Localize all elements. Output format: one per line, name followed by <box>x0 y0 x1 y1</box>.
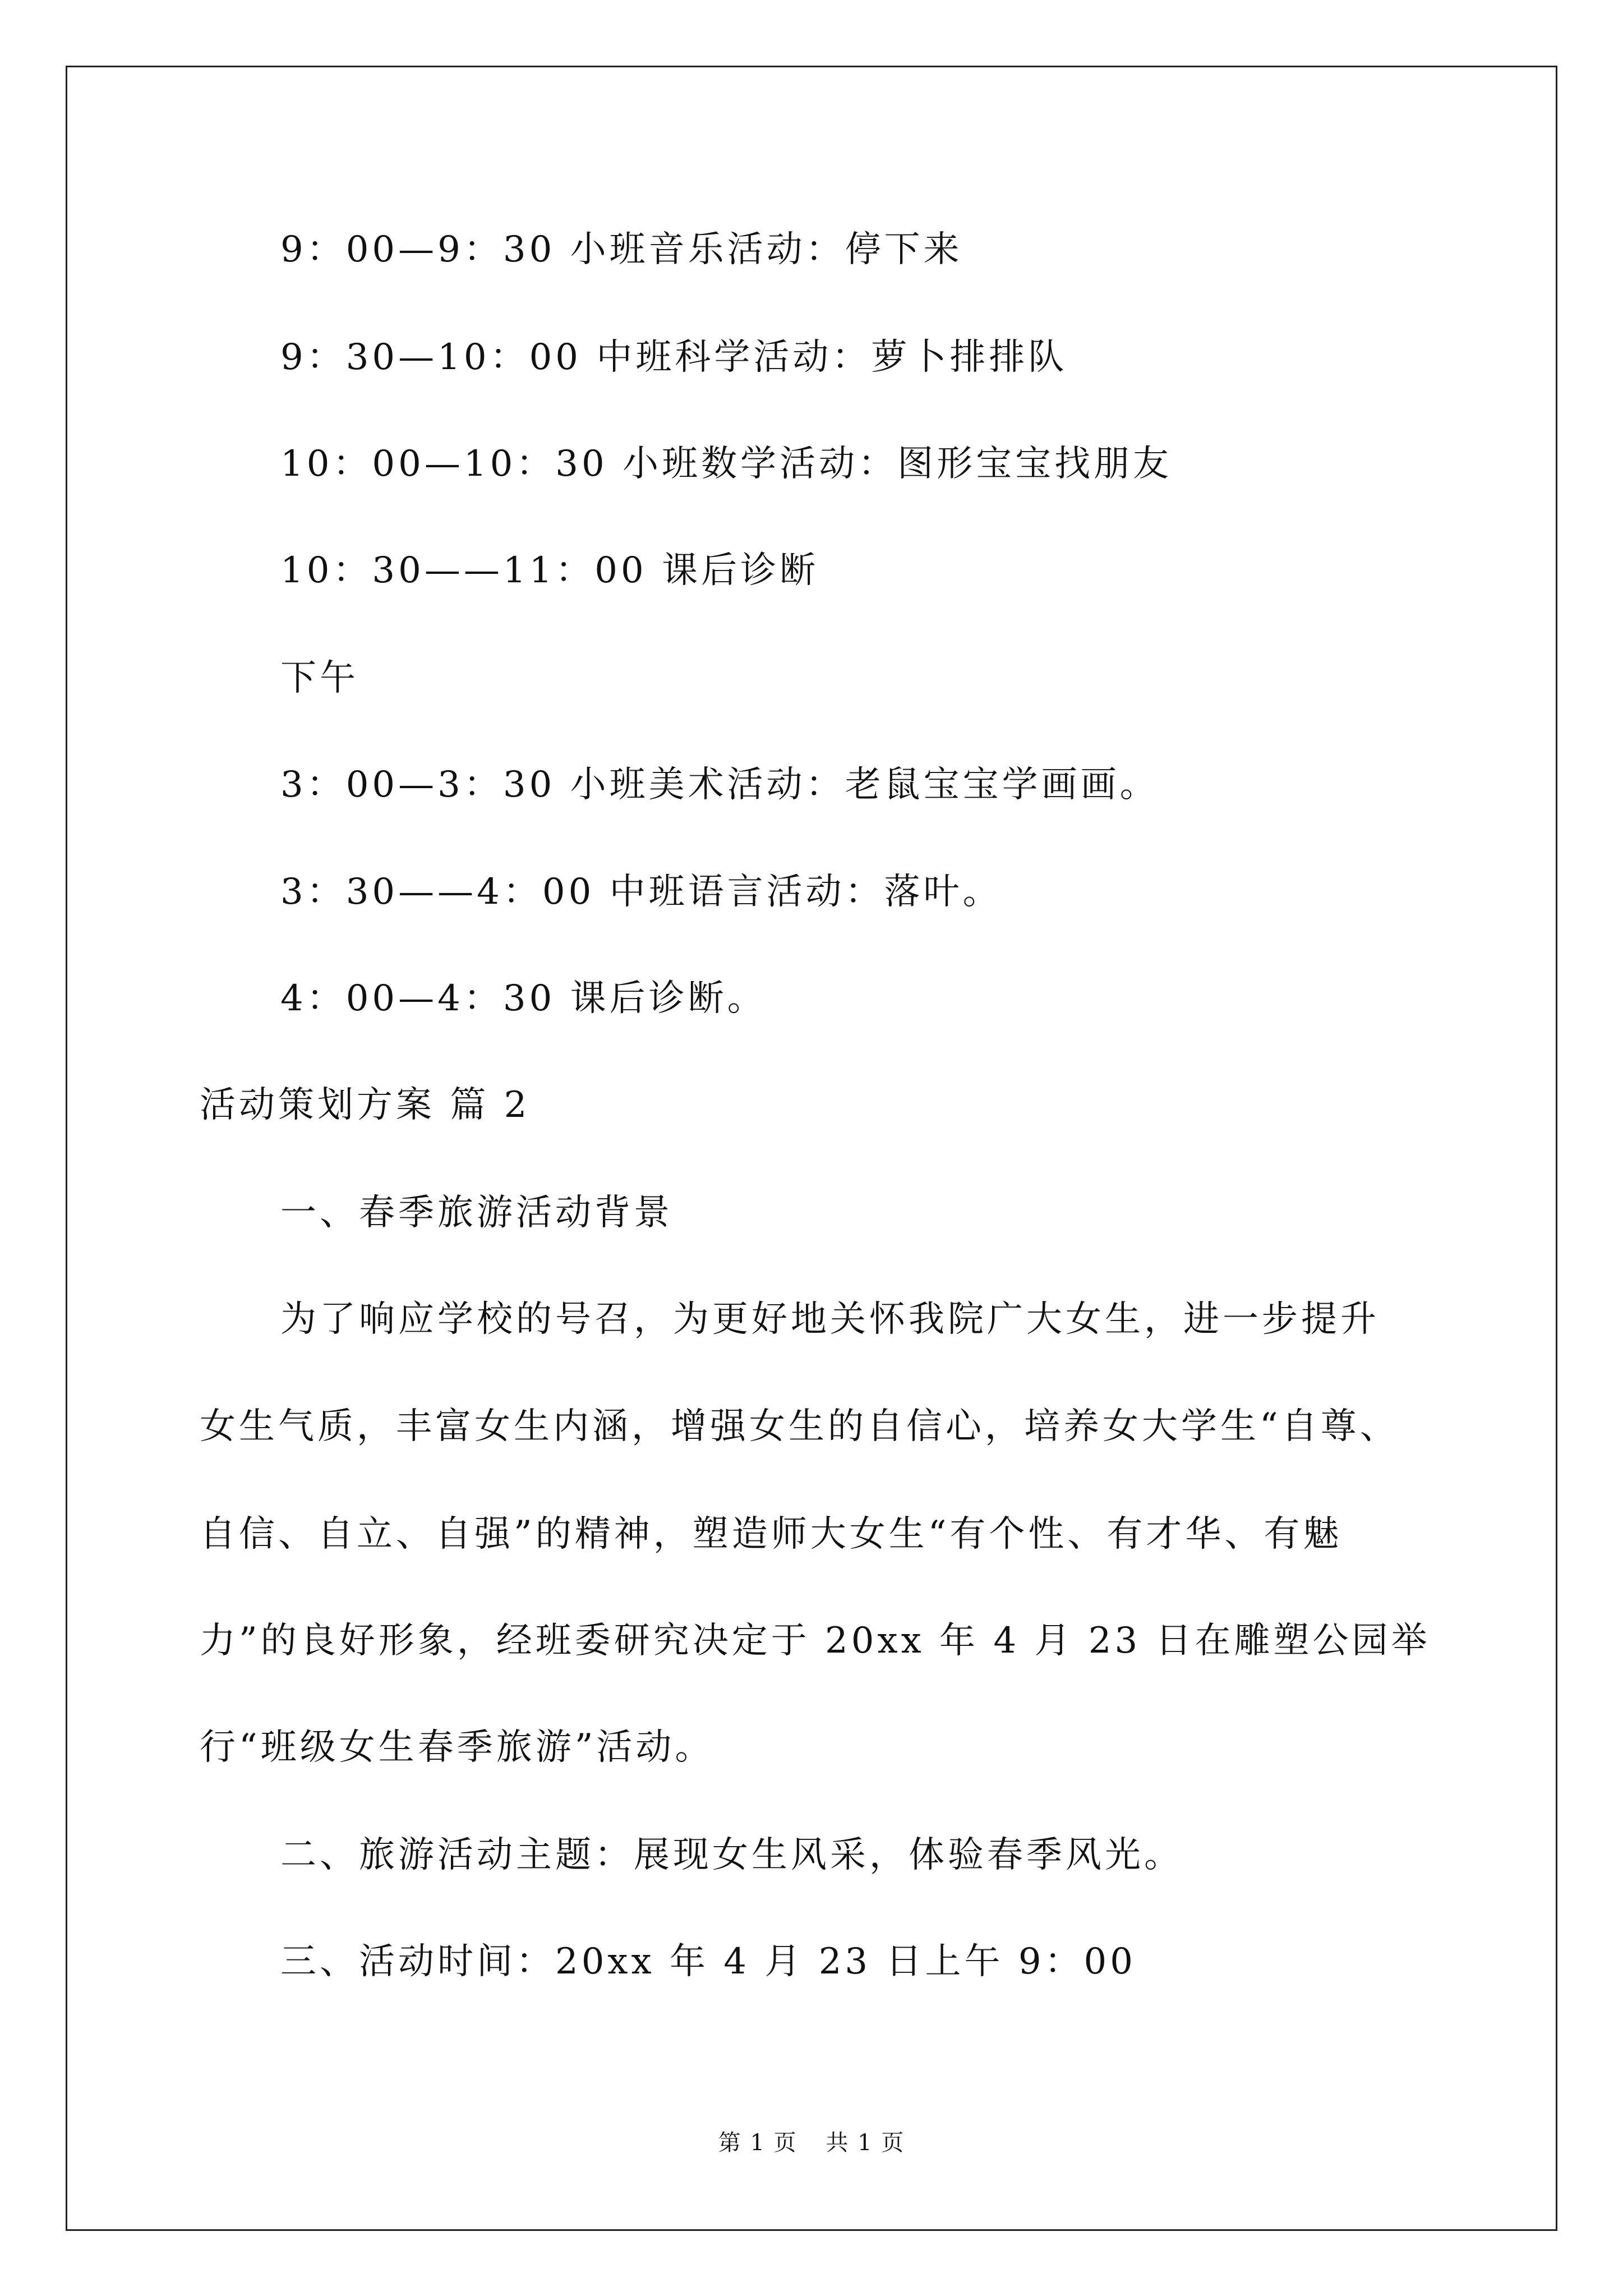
paragraph-line-3: 自信、自立、自强”的精神，塑造师大女生“有个性、有才华、有魅 <box>200 1513 1343 1555</box>
schedule-line-7: 4：00—4：30 课后诊断。 <box>280 978 767 1019</box>
schedule-line-1: 9：00—9：30 小班音乐活动：停下来 <box>280 229 963 270</box>
afternoon-heading: 下午 <box>280 657 359 699</box>
background-heading: 一、春季旅游活动背景 <box>280 1192 673 1234</box>
paragraph-line-5: 行“班级女生春季旅游”活动。 <box>200 1727 714 1768</box>
paragraph-line-2: 女生气质，丰富女生内涵，增强女生的自信心，培养女大学生“自尊、 <box>200 1406 1399 1447</box>
section-title: 活动策划方案 篇 2 <box>200 1084 531 1126</box>
paragraph-line-4: 力”的良好形象，经班委研究决定于 20xx 年 4 月 23 日在雕塑公园举 <box>200 1620 1431 1662</box>
schedule-line-2: 9：30—10：00 中班科学活动：萝卜排排队 <box>280 337 1068 378</box>
page-total: 共 1 页 <box>826 2130 905 2156</box>
theme-line: 二、旅游活动主题：展现女生风采，体验春季风光。 <box>280 1834 1183 1876</box>
page-border <box>66 66 1557 2231</box>
time-line: 三、活动时间：20xx 年 4 月 23 日上午 9：00 <box>280 1941 1136 1982</box>
schedule-line-6: 3：30——4：00 中班语言活动：落叶。 <box>280 871 1002 913</box>
schedule-line-3: 10：00—10：30 小班数学活动：图形宝宝找朋友 <box>280 443 1173 485</box>
paragraph-line-1: 为了响应学校的号召，为更好地关怀我院广大女生，进一步提升 <box>280 1299 1380 1340</box>
page-number: 第 1 页 <box>718 2130 797 2156</box>
page-footer <box>0 2126 1623 2160</box>
schedule-line-4: 10：30——11：00 课后诊断 <box>280 550 819 591</box>
schedule-line-5: 3：00—3：30 小班美术活动：老鼠宝宝学画画。 <box>280 764 1159 806</box>
